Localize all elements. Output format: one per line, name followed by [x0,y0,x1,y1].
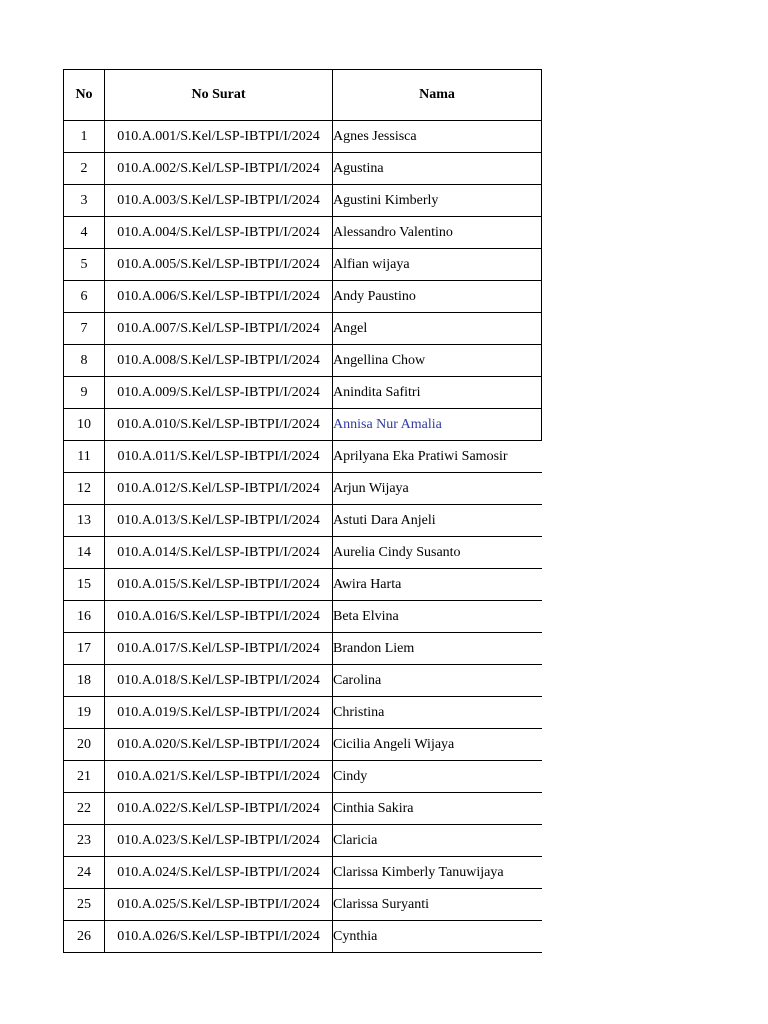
document-page [63,69,542,953]
table-row [64,697,542,729]
row-nama: Cindy [333,761,542,793]
row-nama: Andy Paustino [333,281,542,313]
row-no-surat: 010.A.014/S.Kel/LSP-IBTPI/I/2024 [105,537,333,569]
table-row [64,793,542,825]
row-no-surat: 010.A.016/S.Kel/LSP-IBTPI/I/2024 [105,601,333,633]
header-no-surat: No Surat [105,70,333,121]
row-no-surat: 010.A.025/S.Kel/LSP-IBTPI/I/2024 [105,889,333,921]
row-number: 4 [64,217,105,249]
row-nama: Cicilia Angeli Wijaya [333,729,542,761]
row-no-surat: 010.A.026/S.Kel/LSP-IBTPI/I/2024 [105,921,333,953]
row-no-surat: 010.A.018/S.Kel/LSP-IBTPI/I/2024 [105,665,333,697]
row-number: 12 [64,473,105,505]
certificate-table [63,69,542,953]
row-nama: Aurelia Cindy Susanto [333,537,542,569]
row-number: 19 [64,697,105,729]
row-nama: Agnes Jessisca [333,121,542,153]
row-number: 18 [64,665,105,697]
table-row [64,249,542,281]
row-number: 13 [64,505,105,537]
row-no-surat: 010.A.001/S.Kel/LSP-IBTPI/I/2024 [105,121,333,153]
row-nama: Brandon Liem [333,633,542,665]
table-body [64,121,542,953]
row-no-surat: 010.A.002/S.Kel/LSP-IBTPI/I/2024 [105,153,333,185]
row-no-surat: 010.A.003/S.Kel/LSP-IBTPI/I/2024 [105,185,333,217]
row-nama: Cynthia [333,921,542,953]
row-nama: Christina [333,697,542,729]
header-nama: Nama [333,70,542,121]
row-number: 25 [64,889,105,921]
row-no-surat: 010.A.019/S.Kel/LSP-IBTPI/I/2024 [105,697,333,729]
row-number: 16 [64,601,105,633]
row-nama: Beta Elvina [333,601,542,633]
row-number: 8 [64,345,105,377]
table-row [64,889,542,921]
row-no-surat: 010.A.011/S.Kel/LSP-IBTPI/I/2024 [105,441,333,473]
row-nama: Agustini Kimberly [333,185,542,217]
row-number: 9 [64,377,105,409]
table-row [64,281,542,313]
row-nama: Agustina [333,153,542,185]
row-nama: Claricia [333,825,542,857]
row-no-surat: 010.A.013/S.Kel/LSP-IBTPI/I/2024 [105,505,333,537]
row-no-surat: 010.A.015/S.Kel/LSP-IBTPI/I/2024 [105,569,333,601]
table-row [64,441,542,473]
row-nama: Alessandro Valentino [333,217,542,249]
row-no-surat: 010.A.005/S.Kel/LSP-IBTPI/I/2024 [105,249,333,281]
row-number: 23 [64,825,105,857]
row-nama: Clarissa Suryanti [333,889,542,921]
table-row [64,665,542,697]
table-row [64,569,542,601]
table-row [64,185,542,217]
header-row [64,70,542,121]
row-no-surat: 010.A.007/S.Kel/LSP-IBTPI/I/2024 [105,313,333,345]
table-row [64,825,542,857]
table-row [64,505,542,537]
row-number: 20 [64,729,105,761]
row-no-surat: 010.A.009/S.Kel/LSP-IBTPI/I/2024 [105,377,333,409]
row-no-surat: 010.A.024/S.Kel/LSP-IBTPI/I/2024 [105,857,333,889]
row-number: 17 [64,633,105,665]
row-no-surat: 010.A.004/S.Kel/LSP-IBTPI/I/2024 [105,217,333,249]
header-no: No [64,70,105,121]
row-no-surat: 010.A.012/S.Kel/LSP-IBTPI/I/2024 [105,473,333,505]
row-nama-link[interactable]: Annisa Nur Amalia [333,409,542,441]
table-row [64,473,542,505]
table-row [64,313,542,345]
table-row [64,345,542,377]
table-row [64,153,542,185]
row-nama: Alfian wijaya [333,249,542,281]
table-row [64,217,542,249]
row-nama: Astuti Dara Anjeli [333,505,542,537]
table-row [64,601,542,633]
table-row [64,921,542,953]
table-row [64,377,542,409]
row-number: 3 [64,185,105,217]
row-number: 6 [64,281,105,313]
row-nama: Anindita Safitri [333,377,542,409]
table-row [64,729,542,761]
row-nama: Cinthia Sakira [333,793,542,825]
row-no-surat: 010.A.021/S.Kel/LSP-IBTPI/I/2024 [105,761,333,793]
row-number: 5 [64,249,105,281]
row-no-surat: 010.A.017/S.Kel/LSP-IBTPI/I/2024 [105,633,333,665]
row-nama: Clarissa Kimberly Tanuwijaya [333,857,542,889]
row-number: 22 [64,793,105,825]
row-nama: Awira Harta [333,569,542,601]
row-number: 2 [64,153,105,185]
row-number: 26 [64,921,105,953]
row-number: 7 [64,313,105,345]
row-number: 11 [64,441,105,473]
table-row [64,857,542,889]
row-number: 24 [64,857,105,889]
table-row [64,537,542,569]
table-row [64,761,542,793]
row-nama: Arjun Wijaya [333,473,542,505]
row-nama: Carolina [333,665,542,697]
row-no-surat: 010.A.008/S.Kel/LSP-IBTPI/I/2024 [105,345,333,377]
row-nama: Angel [333,313,542,345]
table-row [64,633,542,665]
row-number: 14 [64,537,105,569]
row-no-surat: 010.A.023/S.Kel/LSP-IBTPI/I/2024 [105,825,333,857]
table-row [64,121,542,153]
row-number: 21 [64,761,105,793]
row-no-surat: 010.A.022/S.Kel/LSP-IBTPI/I/2024 [105,793,333,825]
row-nama: Angellina Chow [333,345,542,377]
row-no-surat: 010.A.006/S.Kel/LSP-IBTPI/I/2024 [105,281,333,313]
row-number: 1 [64,121,105,153]
table-row [64,409,542,441]
row-no-surat: 010.A.010/S.Kel/LSP-IBTPI/I/2024 [105,409,333,441]
row-number: 10 [64,409,105,441]
row-number: 15 [64,569,105,601]
row-nama: Aprilyana Eka Pratiwi Samosir [333,441,542,473]
row-no-surat: 010.A.020/S.Kel/LSP-IBTPI/I/2024 [105,729,333,761]
